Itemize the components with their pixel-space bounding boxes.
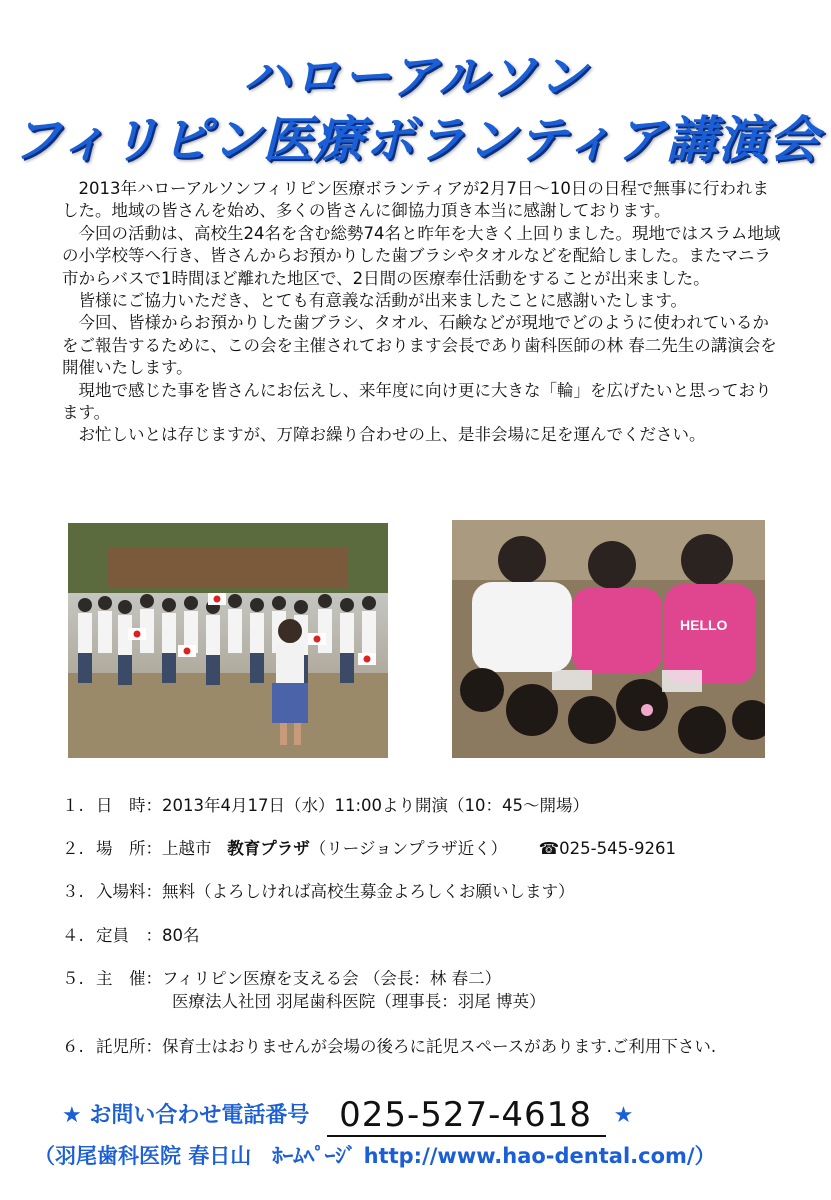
detail-value: 保育士はおりませんが会場の後ろに託児スペースがあります.ご利用下さい.	[162, 1037, 717, 1056]
phone-icon: ☎	[538, 839, 560, 858]
detail-label: 託児所：	[96, 1037, 162, 1056]
detail-value: 無料（よろしければ高校生募金よろしくお願いします）	[162, 882, 575, 901]
intro-paragraph: 2013年ハローアルソンフィリピン医療ボランティアが2月7日〜10日の日程で無事に行われました。地域の皆さんを始め、多くの皆さんに御協力頂き本当に感謝しております。	[62, 179, 769, 221]
detail-city: 上越市	[162, 839, 212, 858]
footer-website: （羽尾歯科医院 春日山 ﾎｰﾑﾍﾟｰｼﾞ http://www.hao-dental.com/）	[34, 1144, 716, 1168]
detail-organizer-line2: 医療法人社団 羽尾歯科医院（理事長：羽尾 博英）	[172, 992, 546, 1011]
contact-line	[62, 1095, 633, 1137]
detail-label: 日 時：	[96, 796, 162, 815]
detail-organizer-line1: フィリピン医療を支える会 （会長：林 春二）	[162, 969, 502, 988]
intro-paragraph: 皆様にご協力いただき、とても有意義な活動が出来ましたことに感謝いたします。	[78, 291, 688, 311]
detail-value: 2013年4月17日（水）11:00より開演	[162, 796, 449, 815]
detail-label: 場 所：	[96, 839, 162, 858]
star-icon: ★	[613, 1103, 634, 1128]
detail-value: 80名	[162, 926, 200, 945]
detail-label: 主 催：	[96, 969, 162, 988]
detail-organizer-2	[172, 988, 546, 1012]
photo-volunteers	[452, 520, 765, 758]
detail-childcare: ６. 託児所：保育士はおりませんが会場の後ろに託児スペースがあります.ご利用下さい.	[62, 1037, 717, 1056]
detail-place: ２. 場 所：上越市 教育プラザ（リージョンプラザ近く） ☎025-545-9261	[62, 839, 677, 858]
intro-paragraph: 今回、皆様からお預かりした歯ブラシ、タオル、石鹸などが現地でどのように使われているかをご報告するために、この会を主催されております会長であり歯科医師の林 春二先生の講演会を開催いたします。	[62, 313, 777, 378]
detail-capacity: ４. 定員 ：80名	[62, 926, 200, 945]
contact-label: お問い合わせ電話番号	[89, 1103, 310, 1128]
detail-tel: 025-545-9261	[559, 839, 677, 858]
page-title: ハローアルソン	[242, 49, 589, 105]
intro-paragraph: お忙しいとは存じますが、万障お繰り合わせの上、是非会場に足を運んでください。	[78, 425, 706, 445]
star-icon: ★	[62, 1103, 82, 1128]
detail-label: 定員 ：	[96, 926, 162, 945]
detail-venue: 教育プラザ	[227, 839, 310, 858]
detail-date: １. 日 時：2013年4月17日（水）11:00より開演（10：45〜開場）	[62, 796, 590, 815]
detail-label: 入場料：	[96, 882, 162, 901]
intro-paragraph: 現地で感じた事を皆さんにお伝えし、来年度に向け更に大きな「輪」を広げたいと思っております。	[62, 380, 772, 423]
detail-note: （10：45〜開場）	[448, 796, 590, 815]
page-subtitle: フィリピン医療ボランティア講演会	[11, 111, 820, 169]
detail-fee: ３. 入場料：無料（よろしければ高校生募金よろしくお願いします）	[62, 882, 575, 901]
detail-note: （リージョンプラザ近く）	[309, 839, 508, 858]
contact-phone: 025-527-4618	[327, 1095, 606, 1137]
detail-organizer: ５. 主 催：フィリピン医療を支える会 （会長：林 春二）	[62, 969, 502, 988]
svg-text:HELLO: HELLO	[680, 617, 728, 633]
intro-text	[62, 178, 782, 447]
intro-paragraph: 今回の活動は、高校生24名を含む総勢74名と昨年を大きく上回りました。現地ではスラム地域の小学校等へ行き、皆さんからお預かりした歯ブラシやタオルなどを配給しました。またマニラ市からバスで1時間ほど離れた地区で、2日間の医療奉仕活動をすることが出来ました。	[62, 223, 781, 288]
photo-children-with-flags	[68, 523, 388, 758]
